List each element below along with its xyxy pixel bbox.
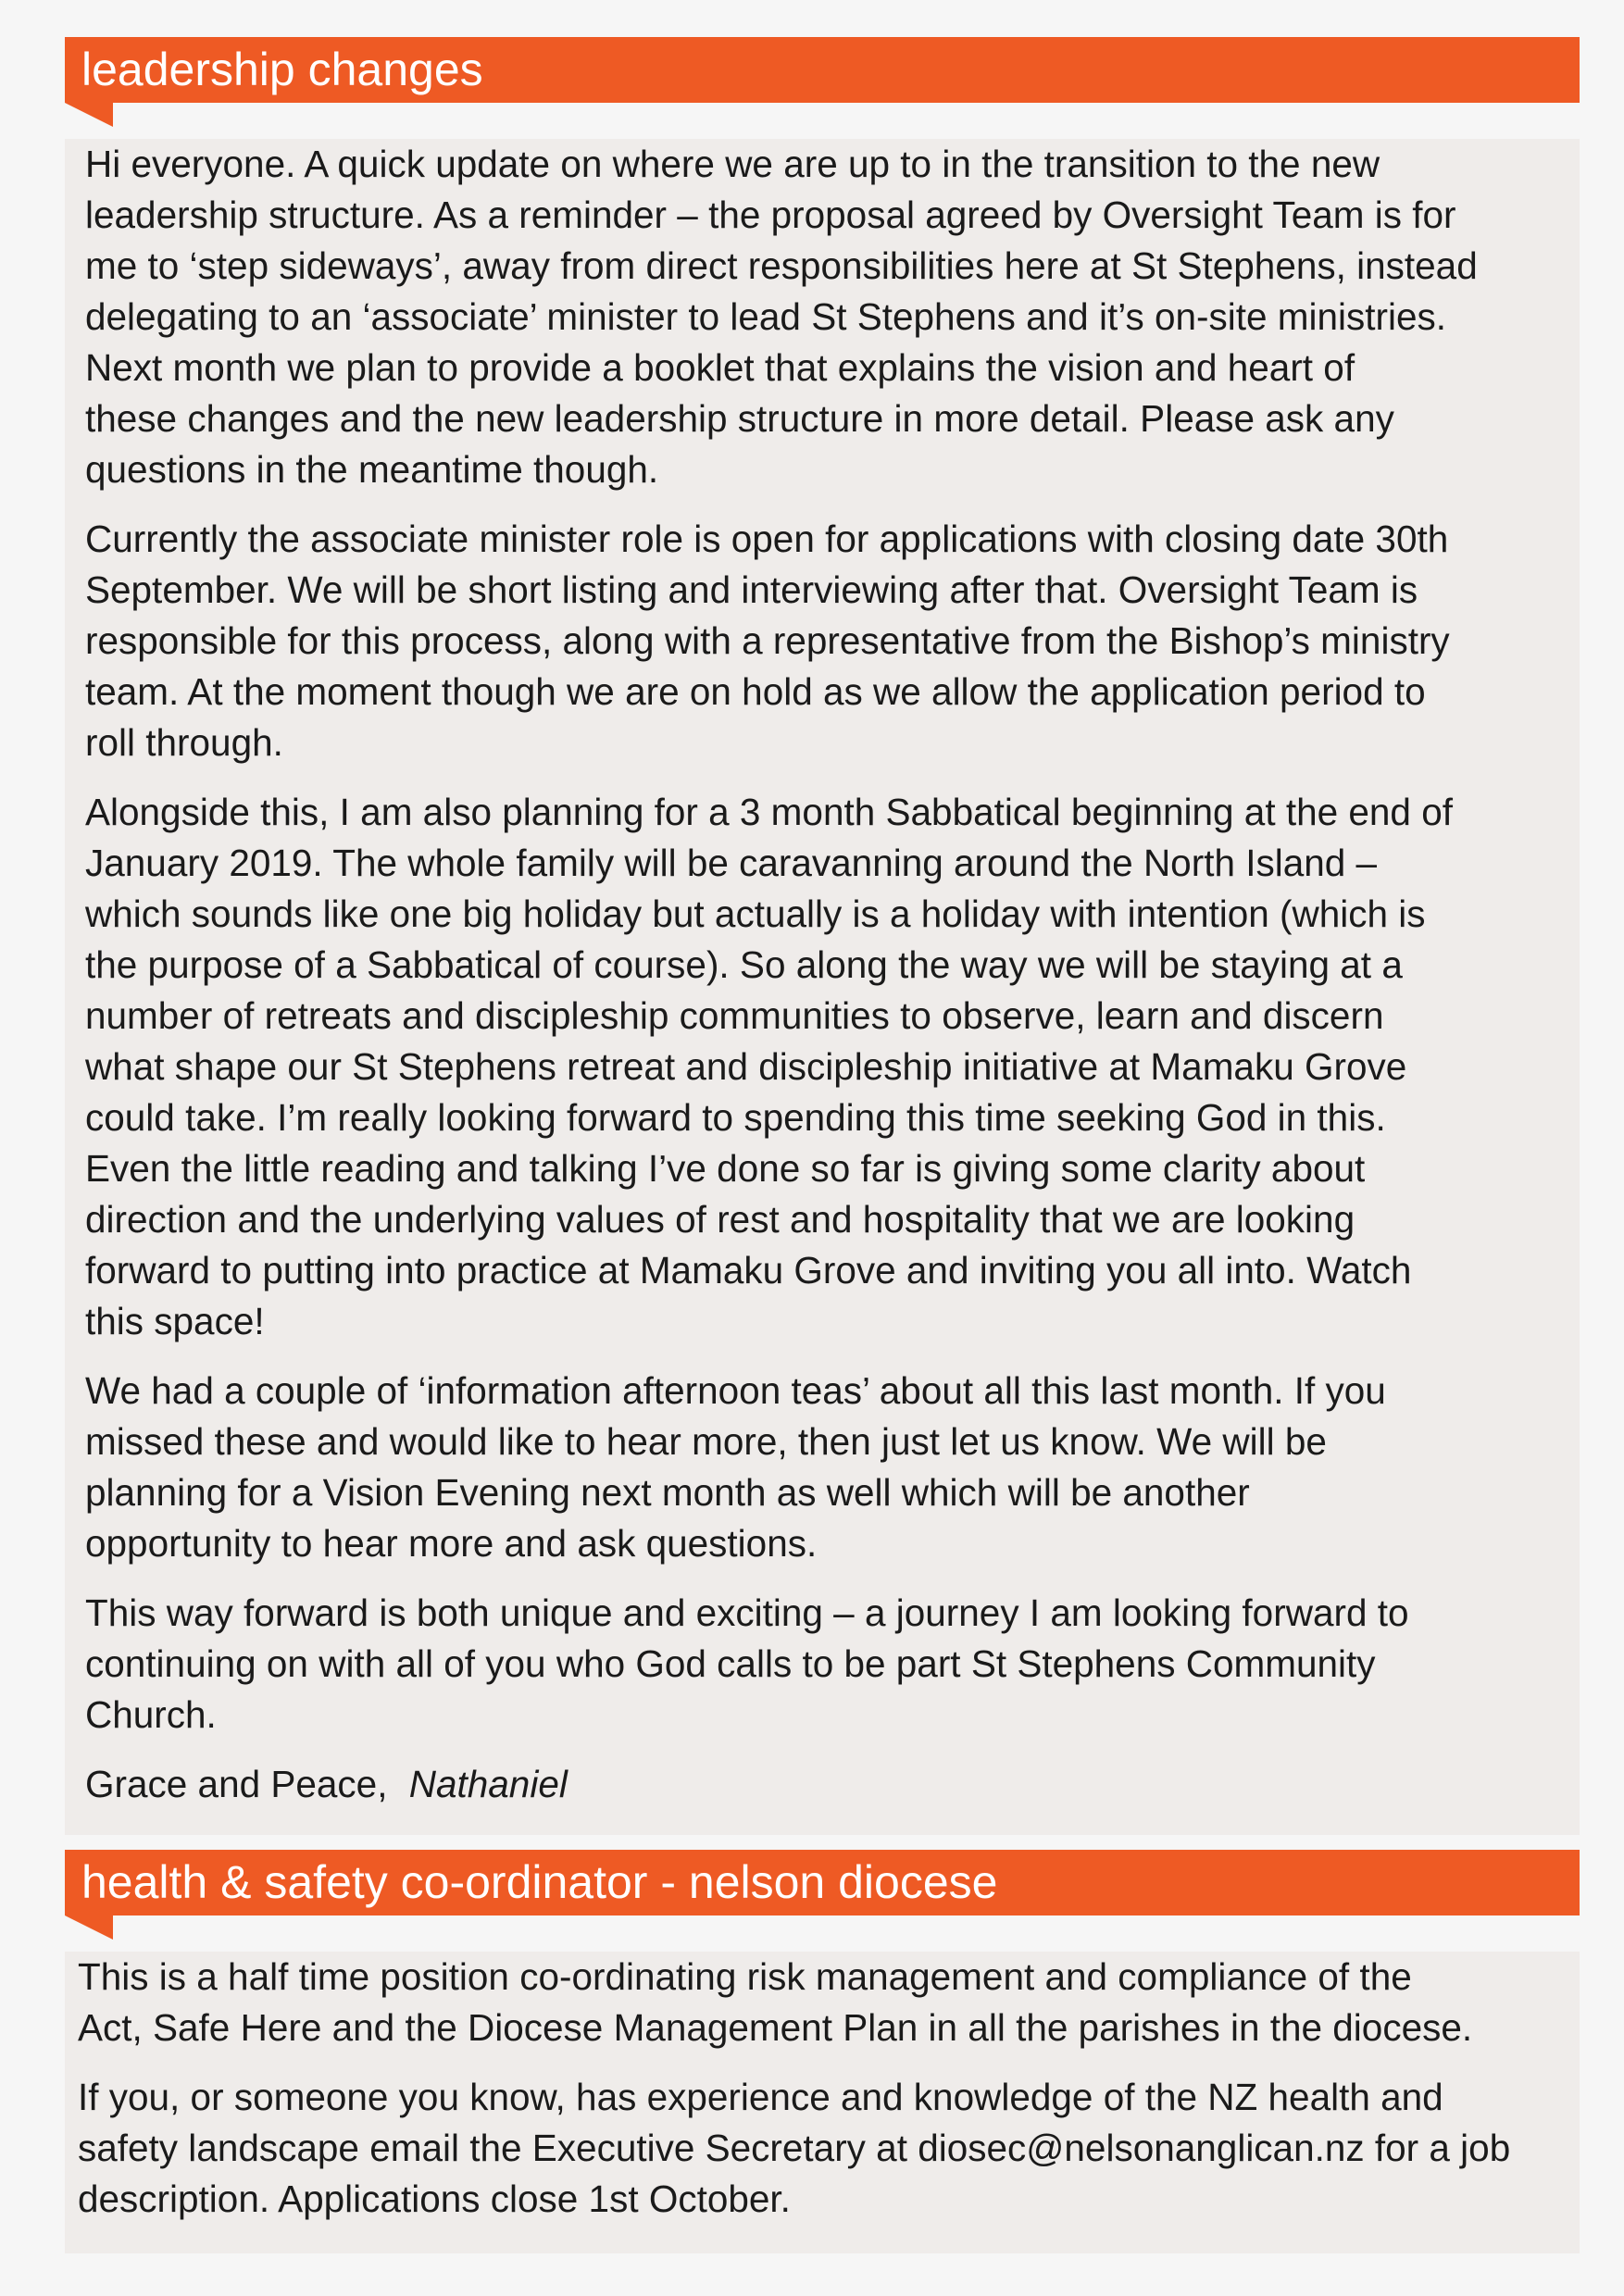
paragraph: Hi everyone. A quick update on where we are up to in the transition to the new leadership structure. As a reminder – the proposal agreed by Oversight Team is for me to ‘step sideways’, away from direct responsibilities here at St Stephens, instead delegating to an ‘associate’ minister to lead St Stephens and it’s on-site ministries. Next month we plan to provide a booklet that explains the vision and heart of these changes and the new leadership structure in more detail. Please ask any questions in the meantime though.	[85, 143, 1478, 491]
leadership-panel	[65, 139, 1580, 1835]
section-header-leadership	[65, 37, 1580, 103]
signoff-text: Grace and Peace,	[85, 1763, 388, 1805]
signature: Nathaniel	[408, 1763, 568, 1805]
paragraph: This is a half time position co-ordinating risk management and compliance of the Act, Safe Here and the Diocese Management Plan in all the parishes in the diocese.	[78, 1955, 1473, 2049]
signoff-line	[85, 1759, 1559, 1810]
paragraph: Currently the associate minister role is open for applications with closing date 30th September. We will be short listing and interviewing after that. Oversight Team is responsible for this process, along with a representative from the Bishop’s ministry team. At the moment though we are on hold as we allow the application period to roll through.	[85, 518, 1450, 764]
paragraph: Alongside this, I am also planning for a 3 month Sabbatical beginning at the end of January 2019. The whole family will be caravanning around the North Island – which sounds like one big holiday but actually is a holiday with intention (which is the purpose of a Sabbatical of course). So along the way we will be staying at a number of retreats and discipleship communities to observe, learn and discern what shape our St Stephens retreat and discipleship initiative at Mamaku Grove could take. I’m really looking forward to spending this time seeking God in this. Even the little reading and talking I’ve done so far is giving some clarity about direction and the underlying values of rest and hospitality that we are looking forward to putting into practice at Mamaku Grove and inviting you all into. Watch this space!	[85, 791, 1453, 1342]
health-safety-panel	[65, 1952, 1580, 2253]
header-flag-decoration	[65, 103, 113, 127]
paragraph: This way forward is both unique and exciting – a journey I am looking forward to continuing on with all of you who God calls to be part St Stephens Community Church.	[85, 1591, 1409, 1736]
section-header-health-safety	[65, 1850, 1580, 1915]
paragraph: We had a couple of ‘information afternoon teas’ about all this last month. If you missed these and would like to hear more, then just let us know. We will be planning for a Vision Evening next month as well which will be another opportunity to hear more and ask questions.	[85, 1369, 1386, 1565]
paragraph: If you, or someone you know, has experience and knowledge of the NZ health and safety landscape email the Executive Secretary at diosec@nelsonanglican.nz for a job description. Applications close 1st October.	[78, 2076, 1511, 2220]
header-flag-decoration	[65, 1915, 113, 1940]
section-title-health-safety: health & safety co-ordinator - nelson diocese	[81, 1856, 998, 1908]
section-title-leadership: leadership changes	[81, 44, 483, 95]
